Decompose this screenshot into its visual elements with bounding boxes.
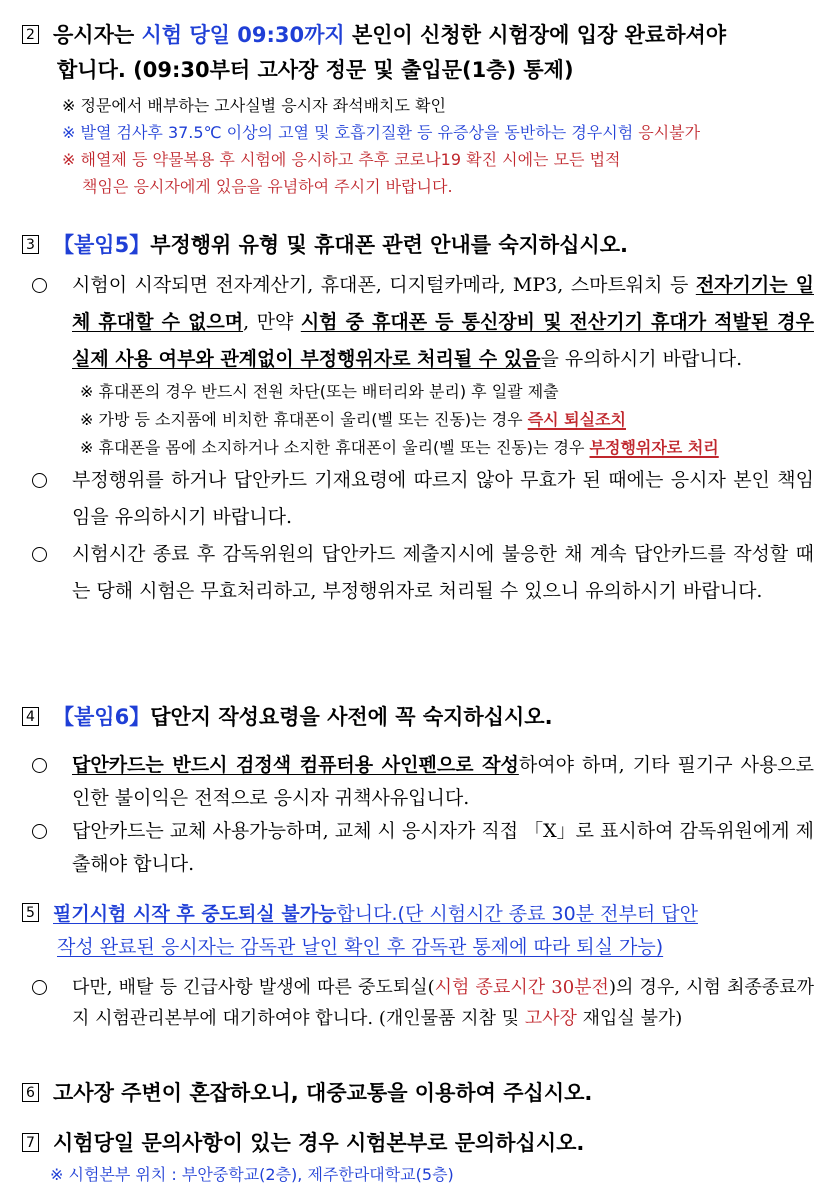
section-2-heading (22, 18, 814, 88)
note-text: ※ 해열제 등 약물복용 후 시험에 응시하고 추후 코로나19 확진 시에는 모든 법적 (62, 150, 621, 169)
heading-continued: 작성 완료된 응시자는 감독관 날인 확인 후 감독관 통제에 따라 퇴실 가능) (57, 936, 664, 958)
section-5 (22, 898, 814, 1034)
sub-note-highlight: 부정행위자로 처리 (589, 438, 719, 457)
circle-bullet-icon (32, 278, 47, 293)
heading-text: 본인이 신청한 시험장에 입장 완료하셔야 (344, 23, 727, 47)
section-3 (22, 228, 814, 610)
bullet-text: , 만약 (243, 311, 301, 333)
bullet-text: 답안카드는 교체 사용가능하며, 교체 시 응시자가 직접 「X」로 표시하여 감독위원에게 제출해야 합니다. (72, 820, 814, 875)
circle-bullet-icon (32, 824, 47, 839)
bullet-item (22, 972, 814, 1034)
attachment-tag: 【붙임6】 (53, 705, 151, 729)
sub-note-highlight: 즉시 퇴실조치 (527, 410, 627, 429)
section-7 (22, 1126, 814, 1188)
section-5-heading (22, 898, 814, 964)
sub-note-text: ※ 휴대폰을 몸에 소지하거나 소지한 휴대폰이 울리(벨 또는 진동)는 경우 (80, 438, 590, 457)
note-highlight: 응시불가 (638, 123, 701, 142)
heading-text: 고사장 주변이 혼잡하오니, 대중교통을 이용하여 주십시오. (53, 1081, 593, 1105)
sub-note-text: ※ 가방 등 소지품에 비치한 휴대폰이 울리(벨 또는 진동)는 경우 (80, 410, 528, 429)
bullet-item (22, 536, 814, 610)
heading-text: (단 시험시간 종료 30분 전부터 답안 (397, 903, 698, 925)
section-2 (22, 18, 814, 200)
note-text: ※ 발열 검사후 37.5℃ 이상의 고열 및 호흡기질환 등 유증상을 동반하는 경우시험 (62, 123, 639, 142)
section-7-heading (22, 1126, 814, 1161)
circle-bullet-icon (32, 980, 47, 995)
note-text: 책임은 응시자에게 있음을 유념하여 주시기 바랍니다. (82, 177, 453, 196)
bullet-highlight: 시험 종료시간 30분전 (434, 977, 609, 998)
bullet-emphasis: 답안카드는 반드시 검정색 컴퓨터용 사인펜으로 작성 (72, 754, 519, 776)
note (62, 119, 814, 146)
bullet-item (22, 749, 814, 815)
bullet-text: 시험이 시작되면 전자계산기, 휴대폰, 디지털카메라, MP3, 스마트워치 등 (72, 274, 696, 296)
section-3-heading (22, 228, 814, 263)
bullet-text: )의 경우, 시험 최종종료까지 시험관리본부에 대기하여야 합니다. (개인물품 지참 및 (72, 977, 815, 1029)
bullet-text: 다만, 배탈 등 긴급사항 발생에 따른 중도퇴실( (72, 977, 435, 998)
section-number: 4 (22, 707, 39, 726)
bullet-item (22, 815, 814, 881)
sub-note (80, 406, 814, 434)
bullet-highlight: 고사장 (524, 1008, 577, 1029)
note (62, 146, 814, 200)
section-number: 3 (22, 235, 39, 254)
bullet-text: 재입실 불가) (576, 1008, 683, 1029)
bullet-item (22, 267, 814, 378)
bullet-text: 을 유의하시기 바랍니다. (540, 348, 743, 370)
sub-note (80, 434, 814, 462)
bullet-text: 시험시간 종료 후 감독위원의 답안카드 제출지시에 불응한 채 계속 답안카드를 작성할 때는 당해 시험은 무효처리하고, 부정행위자로 처리될 수 있으니 유의하시기 바랍니다. (72, 543, 814, 602)
hq-location-note: ※ 시험본부 위치 : 부안중학교(2층), 제주한라대학교(5층) (50, 1165, 454, 1184)
heading-text: 합니다. (336, 903, 398, 925)
circle-bullet-icon (32, 758, 47, 773)
heading-text: 응시자는 (53, 23, 142, 47)
section-4-heading (22, 700, 814, 735)
section-6-heading (22, 1076, 814, 1111)
heading-text: 답안지 작성요령을 사전에 꼭 숙지하십시오. (150, 705, 553, 729)
section-number: 5 (22, 903, 39, 922)
sub-note: ※ 휴대폰의 경우 반드시 전원 차단(또는 배터리와 분리) 후 일괄 제출 (80, 382, 559, 401)
bullet-text: 하여야 하며, 기타 필기구 사용으로 인한 불이익은 전적으로 응시자 귀책사유입니다. (72, 754, 814, 809)
section-6 (22, 1076, 814, 1111)
bullet-emphasis: 시험 중 휴대폰 등 통신장비 및 전산기기 휴대가 적발된 경우 실제 사용 여부와 관계없이 부정행위자로 처리될 수 있음 (72, 311, 814, 370)
bullet-text: 부정행위를 하거나 답안카드 기재요령에 따르지 않아 무효가 된 때에는 응시자 본인 책임임을 유의하시기 바랍니다. (72, 469, 814, 528)
section-number: 2 (22, 25, 39, 44)
bullet-item (22, 462, 814, 536)
section-4 (22, 700, 814, 881)
heading-continued: 합니다. (09:30부터 고사장 정문 및 출입문(1층) 통제) (57, 58, 574, 82)
section-number: 7 (22, 1133, 39, 1152)
circle-bullet-icon (32, 473, 47, 488)
heading-emphasis: 필기시험 시작 후 중도퇴실 불가능 (53, 903, 337, 925)
bullet-emphasis: 전자기기는 일체 휴대할 수 없으며 (72, 274, 814, 333)
heading-text: 시험당일 문의사항이 있는 경우 시험본부로 문의하십시오. (53, 1131, 585, 1155)
heading-text: 부정행위 유형 및 휴대폰 관련 안내를 숙지하십시오. (150, 233, 629, 257)
heading-highlight: 시험 당일 09:30까지 (141, 23, 345, 47)
circle-bullet-icon (32, 547, 47, 562)
attachment-tag: 【붙임5】 (53, 233, 151, 257)
section-number: 6 (22, 1083, 39, 1102)
note: ※ 정문에서 배부하는 고사실별 응시자 좌석배치도 확인 (62, 96, 446, 115)
